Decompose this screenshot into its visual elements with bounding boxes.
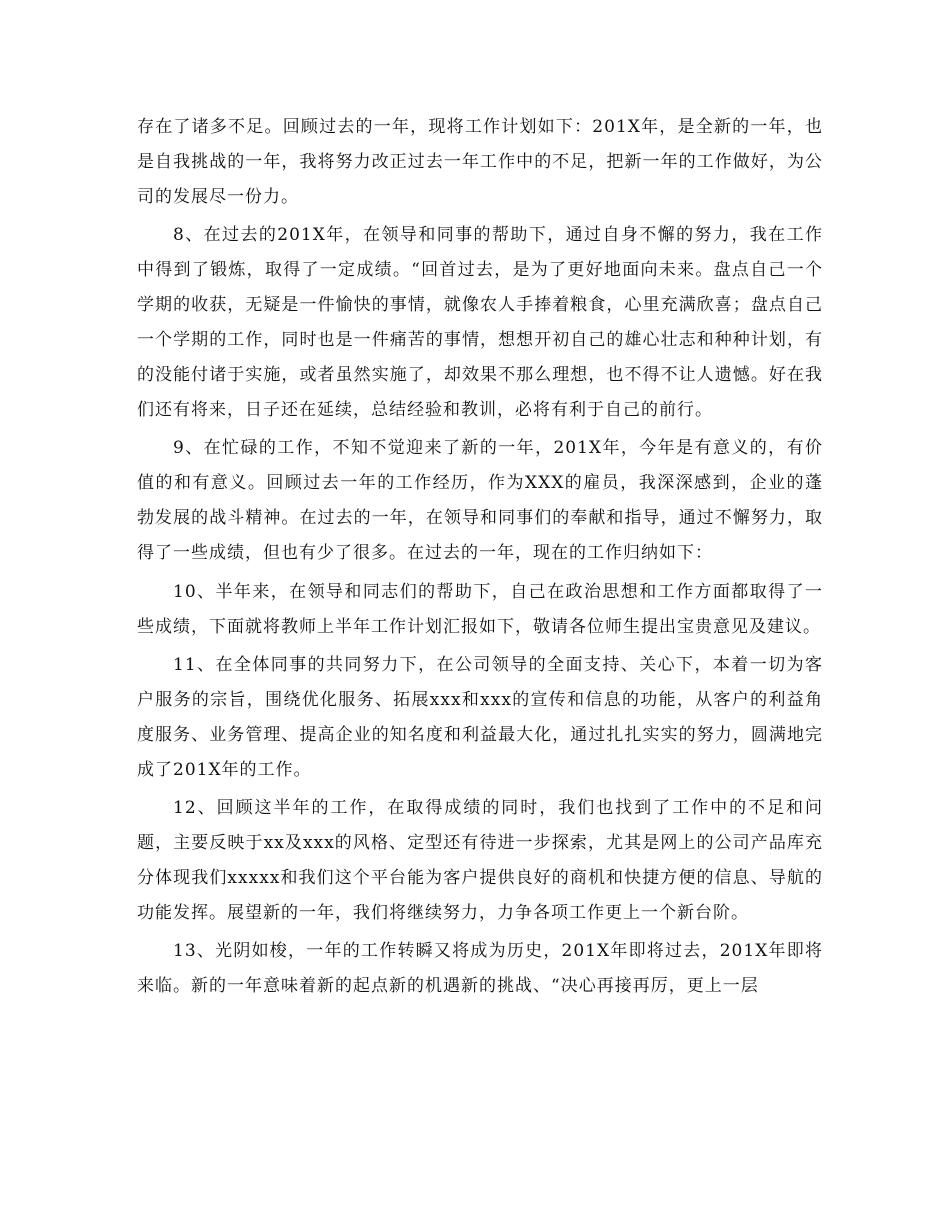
paragraph-item-11: 11、在全体同事的共同努力下，在公司领导的全面支持、关心下，本着一切为客户服务的宗旨，围绕优化服务、拓展xxx和xxx的宣传和信息的功能，从客户的利益角度服务、业务管理、提高企业的知名度和利益最大化，通过扎扎实实的努力，圆满地完成了201X年的工作。 — [137, 654, 823, 780]
paragraph-item-8: 8、在过去的201X年，在领导和同事的帮助下，通过自身不懈的努力，我在工作中得到了锻炼，取得了一定成绩。“回首过去，是为了更好地面向未来。盘点自己一个学期的收获，无疑是一件愉快的事情，就像农人手捧着粮食，心里充满欣喜；盘点自己一个学期的工作，同时也是一件痛苦的事情，想想开初自己的雄心壮志和种种计划，有的没能付诸于实施，或者虽然实施了，却效果不那么理想，也不得不让人遗憾。好在我们还有将来，日子还在延续，总结经验和教训，必将有利于自己的前行。 — [137, 225, 823, 421]
paragraph-item-13: 13、光阴如梭，一年的工作转瞬又将成为历史，201X年即将过去，201X年即将来临。新的一年意味着新的起点新的机遇新的挑战、“决心再接再厉，更上一层 — [137, 941, 823, 997]
paragraph-item-10: 10、半年来，在领导和同志们的帮助下，自己在政治思想和工作方面都取得了一些成绩，下面就将教师上半年工作计划汇报如下，敬请各位师生提出宝贵意见及建议。 — [137, 581, 823, 637]
paragraph-item-12: 12、回顾这半年的工作，在取得成绩的同时，我们也找到了工作中的不足和问题，主要反映于xx及xxx的风格、定型还有待进一步探索，尤其是网上的公司产品库充分体现我们xxxxx和我们这个平台能为客户提供良好的商机和快捷方便的信息、导航的功能发挥。展望新的一年，我们将继续努力，力争各项工作更上一个新台阶。 — [137, 797, 823, 923]
paragraph-item-9: 9、在忙碌的工作，不知不觉迎来了新的一年，201X年，今年是有意义的，有价值的和有意义。回顾过去一年的工作经历，作为XXX的雇员，我深深感到，企业的蓬勃发展的战斗精神。在过去的一年，在领导和同事们的奉献和指导，通过不懈努力，取得了一些成绩，但也有少了很多。在过去的一年，现在的工作归纳如下： — [137, 438, 823, 564]
document-body — [137, 110, 823, 1007]
paragraph-intro: 存在了诸多不足。回顾过去的一年，现将工作计划如下：201X年，是全新的一年，也是自我挑战的一年，我将努力改正过去一年工作中的不足，把新一年的工作做好，为公司的发展尽一份力。 — [137, 117, 823, 207]
